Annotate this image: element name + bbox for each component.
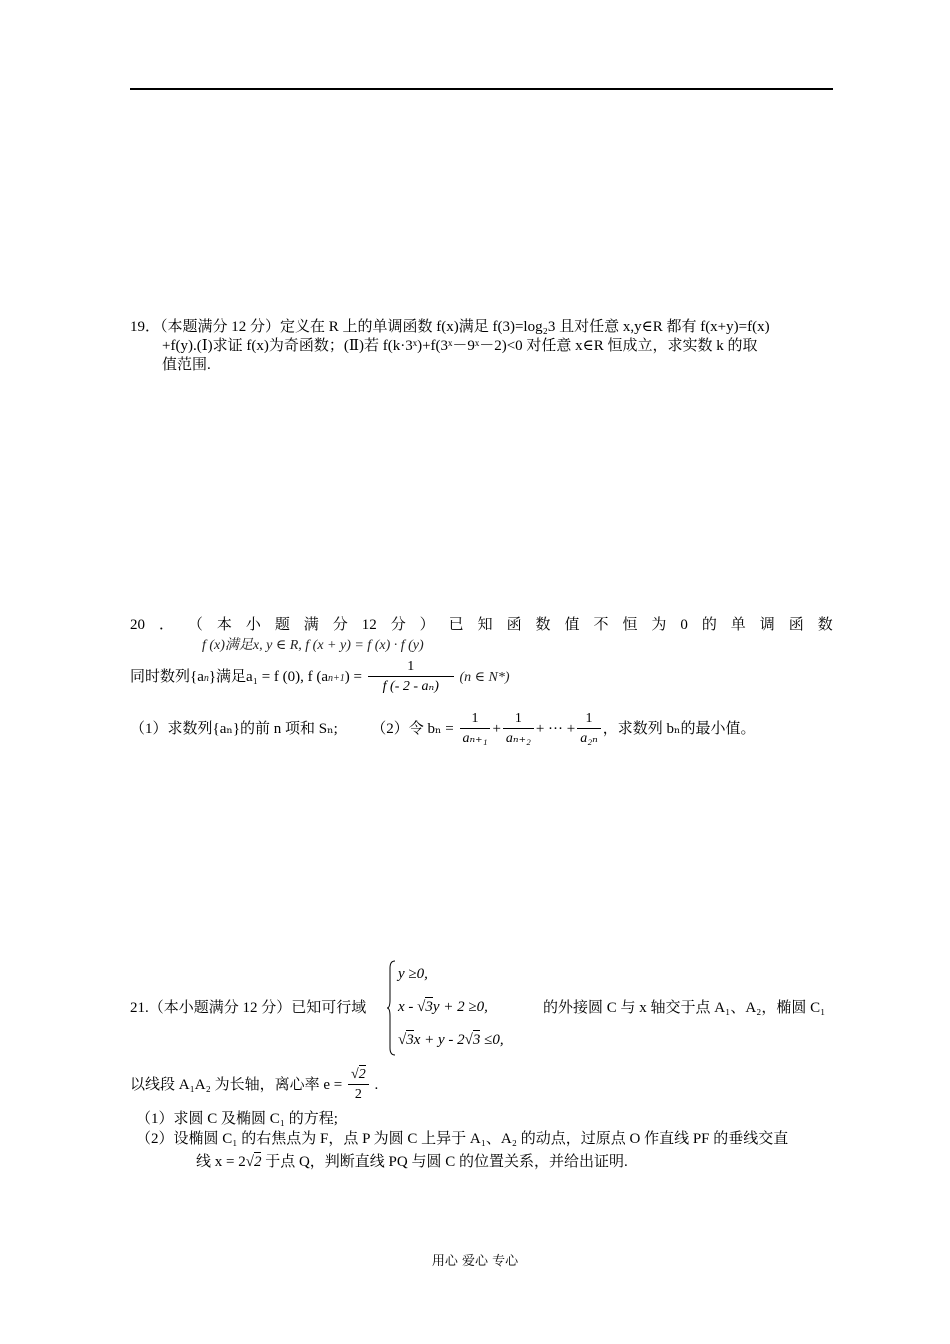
page-footer: 用心 爱心 专心 xyxy=(431,1254,519,1269)
q21-system-line2: x - √3y + 2 ≥0, xyxy=(398,999,488,1015)
eccentricity-fraction: $\frac{√2}{2}$ xyxy=(348,1066,369,1105)
q19-line2: +f(y).(Ⅰ)求证 f(x)为奇函数；(Ⅱ)若 f(k·3ˣ)+f(3ˣ－9ˣ－2)<0 对任意 x∈R 恒成立，求实数 k 的取 xyxy=(162,338,758,354)
q20-part1: （1）求数列{aₙ}的前 n 项和 Sₙ; xyxy=(130,721,338,737)
q20-number: 20 xyxy=(130,617,145,633)
q20-term-3: $\frac{1}{\text{a₂ₙ}}$ xyxy=(577,710,601,749)
q20-recurrence-fraction: $\frac{1}{\text{f (- 2 - aₙ)}}$ xyxy=(368,658,454,697)
left-brace-icon xyxy=(386,960,396,1056)
q20-term-2: $\frac{1}{\text{aₙ₊₂}}$ xyxy=(503,710,534,749)
q20-parts-line: （1）求数列{aₙ}的前 n 项和 Sₙ; （2）令 bₙ = $\frac{1}{\text{aₙ₊₁}}$ + $\frac{1}{\text{aₙ₊₂}}$ + ··· + $\frac{1}{\text{a₂ₙ}}$ ，求数列 bₙ的最小值。 xyxy=(130,709,756,749)
q21-part1: （1）求圆 C 及椭圆 C₁ 的方程; xyxy=(136,1111,338,1127)
q21-line2: 以线段 A₁A₂ 为长轴，离心率 e = $\frac{√2}{2}$ . xyxy=(130,1062,378,1108)
q21-intro: 21.（本小题满分 12 分）已知可行域 xyxy=(130,1000,367,1016)
q21-part2-cont: 线 x = 2√2 于点 Q，判断直线 PQ 与圆 C 的位置关系，并给出证明. xyxy=(196,1154,628,1170)
q21-after-system: 的外接圆 C 与 x 轴交于点 A₁、A₂，椭圆 C₁ xyxy=(543,1000,826,1016)
q20-term-1: $\frac{1}{\text{aₙ₊₁}}$ xyxy=(460,710,491,749)
q20-header: 20 ． （ 本 小 题 满 分 12 分 ） 已 知 函 数 值 不 恒 为 0 的 单 调 函 数 xyxy=(130,617,833,633)
q20-part2-suffix: ，求数列 bₙ的最小值。 xyxy=(602,721,756,737)
q20-condition: f (x)满足x, y ∈ R, f (x + y) = f (x) · f (y) xyxy=(202,638,424,653)
q20-part2-prefix: （2）令 bₙ = xyxy=(371,721,454,737)
header-rule xyxy=(130,88,833,90)
q19-line1: 19．（本题满分 12 分）定义在 R 上的单调函数 f(x)满足 f(3)=log₂3 且对任意 x,y∈R 都有 f(x+y)=f(x) xyxy=(130,319,770,335)
q21-part2: （2）设椭圆 C₁ 的右焦点为 F，点 P 为圆 C 上异于 A₁、A₂ 的动点，过原点 O 作直线 PF 的垂线交直 xyxy=(136,1131,789,1147)
q20-sequence-line: 同时数列{an}满足a₁ = f (0), f (an+1) = $\frac{1}{\text{f (- 2 - aₙ)}}$ (n ∈ N*) xyxy=(130,657,510,699)
q21-system-line1: y ≥0, xyxy=(398,966,428,982)
q21-system-line3: √3x + y - 2√3 ≤0, xyxy=(398,1032,504,1048)
q19-line3: 值范围. xyxy=(162,357,211,373)
